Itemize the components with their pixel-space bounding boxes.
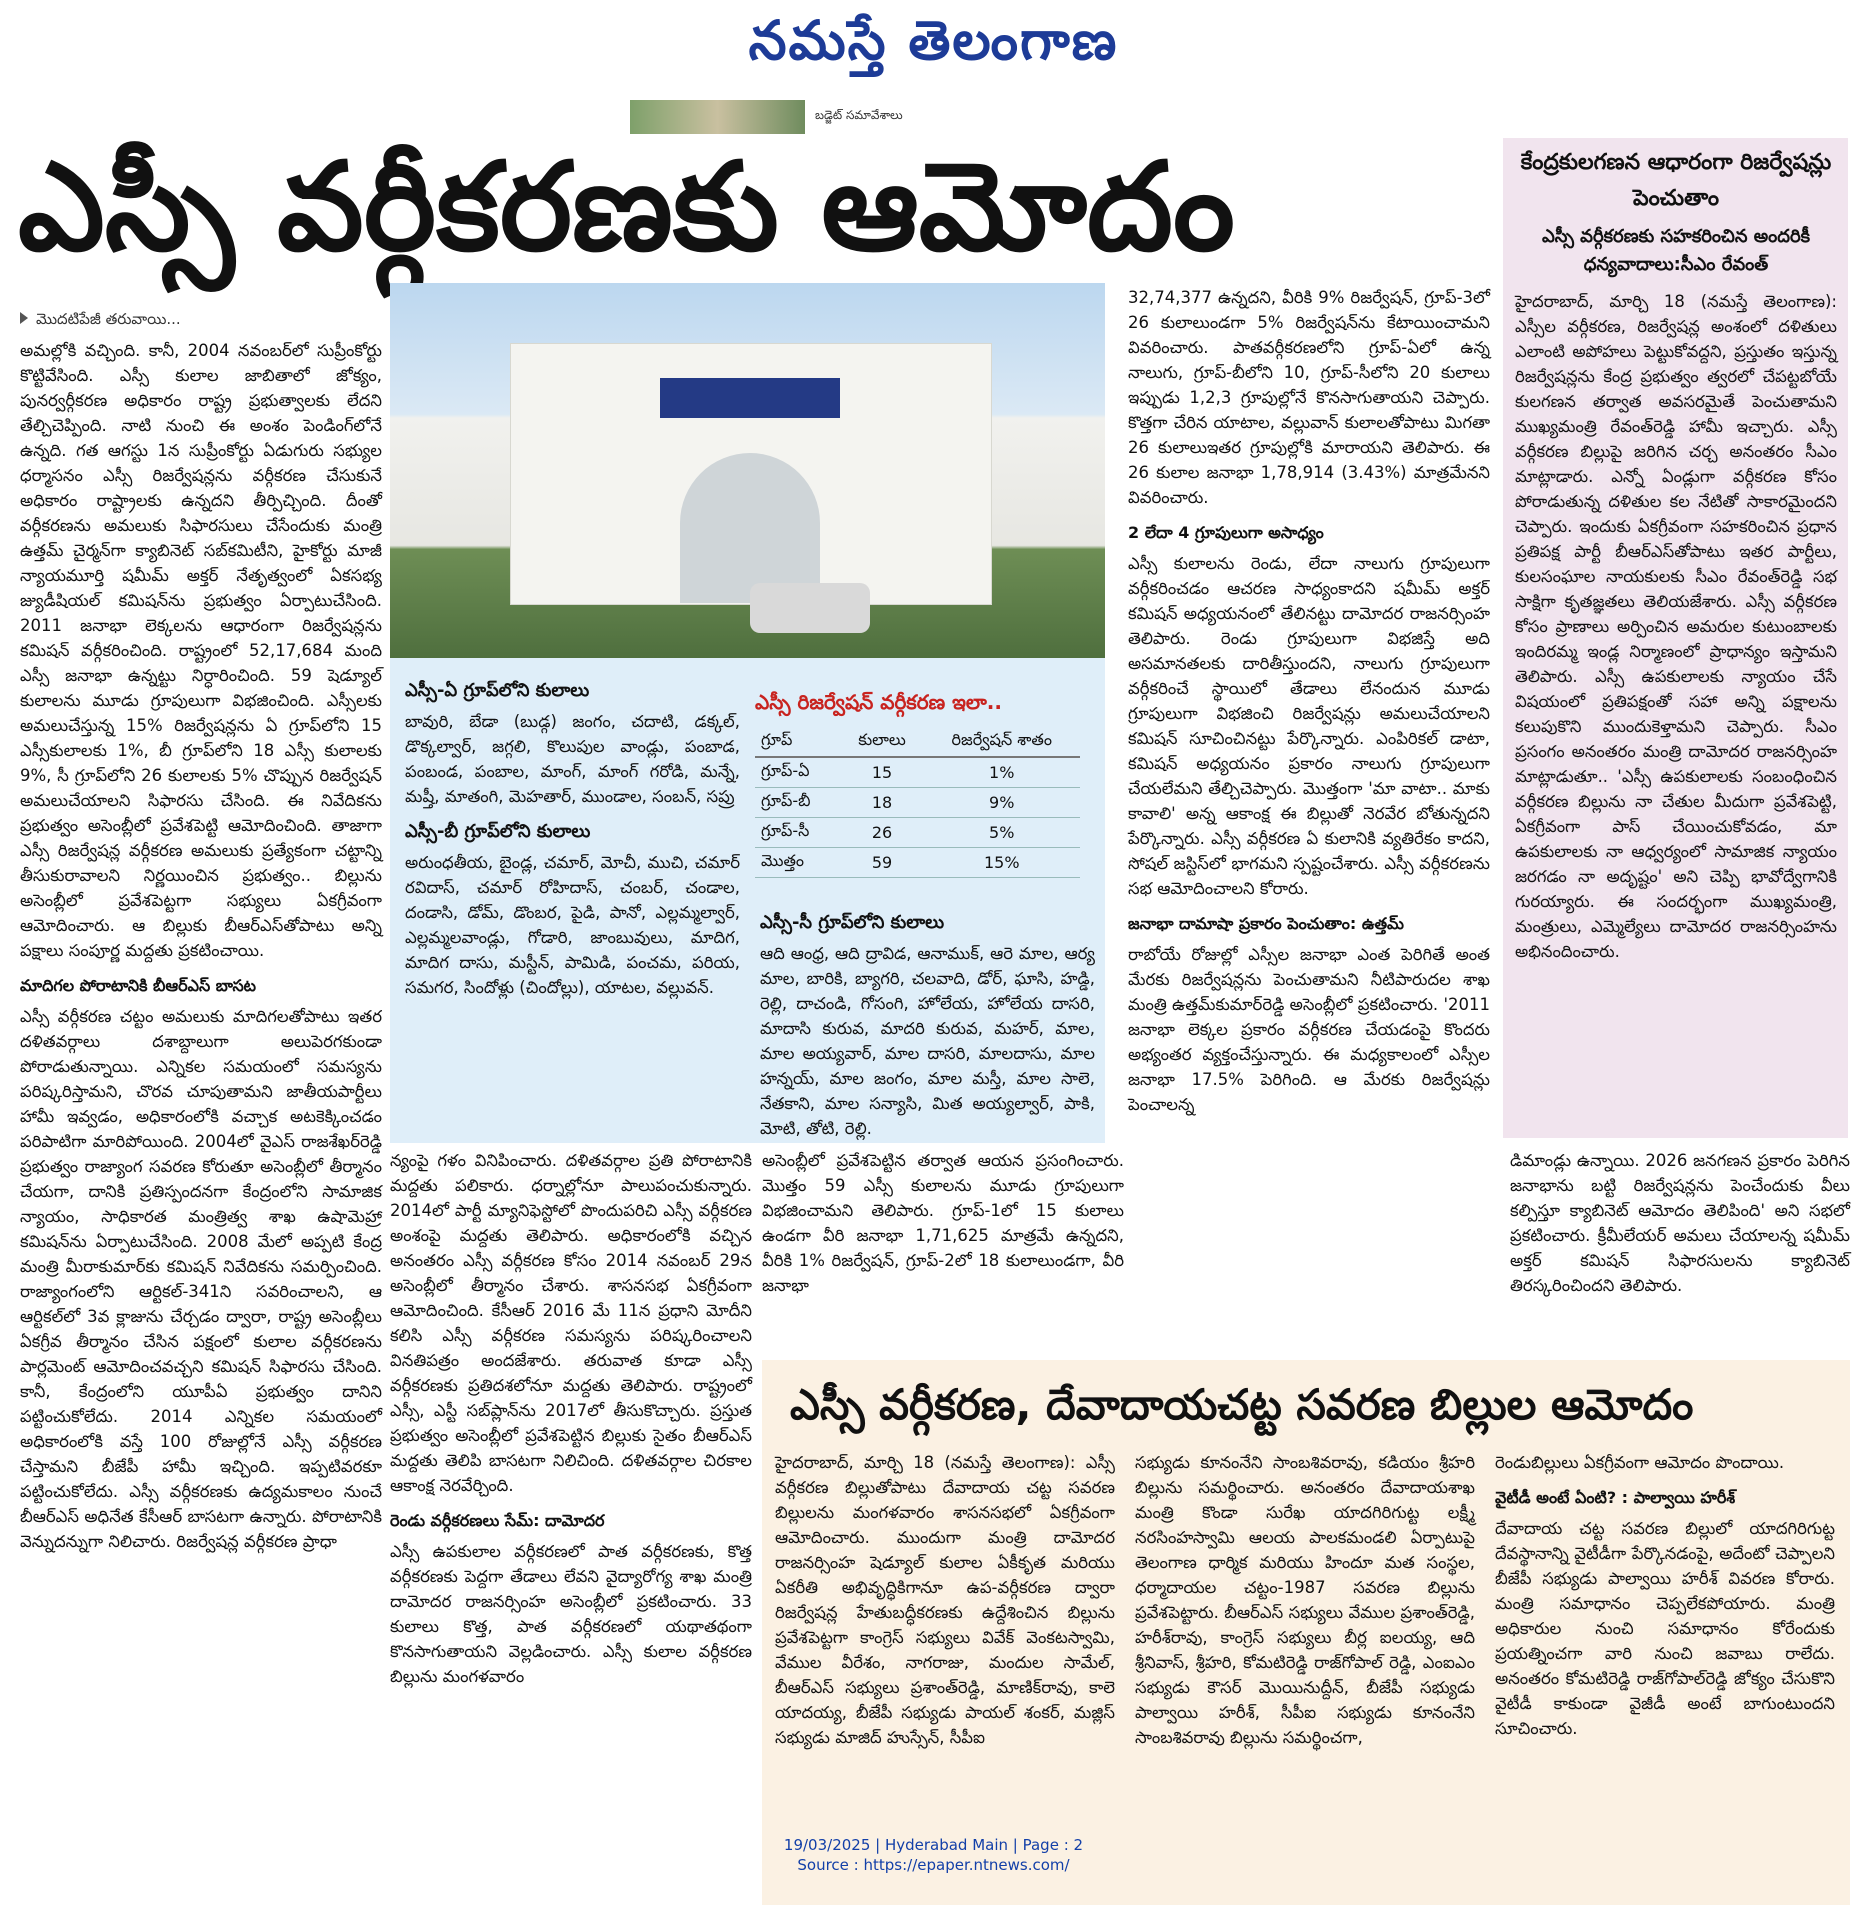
section-strip xyxy=(630,100,1070,134)
table-cell: 1% xyxy=(924,757,1081,788)
table-cell: గ్రూప్-సీ xyxy=(755,818,841,848)
table-cell: 5% xyxy=(924,818,1081,848)
paragraph: అమల్లోకి వచ్చింది. కానీ, 2004 నవంబర్‌లో సుప్రీంకోర్టు కొట్టివేసింది. ఎస్సీ కులాల జాబితాలో జోక్యం, పునర్వర్గీకరణ అధికారం రాష్ట్ర ప్రభుత్వాలకు లేదని తేల్చిచెప్పింది. నాటి నుంచి ఈ అంశం పెండింగ్‌లోనే ఉన్నది. గత ఆగస్టు 1న సుప్రీంకోర్టు ఏడుగురు సభ్యుల ధర్మాసనం ఎస్సీ రిజర్వేషన్లను వర్గీకరణ చేసుకునే అధికారం రాష్ట్రాలకు ఉన్నదని తీర్పిచ్చింది. దీంతో వర్గీకరణను అమలుకు సిఫారసులు చేసేందుకు మంత్రి ఉత్తమ్ చైర్మన్‌గా క్యాబినెట్ సబ్‌కమిటీని, హైకోర్టు మాజీ న్యాయమూర్తి షమీమ్ అక్తర్ నేతృత్వంలో ఏకసభ్య జ్యుడీషియల్ కమిషన్‌ను ప్రభుత్వం ఏర్పాటుచేసింది. 2011 జనాభా లెక్కలను ఆధారంగా రిజర్వేషన్లను కమిషన్ వర్గీకరించింది. రాష్ట్రంలో 52,17,684 మంది ఎస్సీ జనాభా ఉన్నట్టు నిర్ధారించింది. 59 షెడ్యూల్ కులాలను మూడు గ్రూపులుగా విభజించింది. ఎస్సీలకు అమలుచేస్తున్న 15% రిజర్వేషన్లను ఏ గ్రూప్‌లోని 15 ఎస్సీకులాలకు 1%, బీ గ్రూప్‌లోని 18 ఎస్సీ కులాలకు 9%, సీ గ్రూప్‌లోని 26 కులాలకు 5% చొప్పున రిజర్వేషన్ అమలుచేయాలని సిఫారసు చేసింది. ఈ నివేదికను ప్రభుత్వం అసెంబ్లీలో ప్రవేశపెట్టి ఆమోదించింది. తాజాగా ఎస్సీ రిజర్వేషన్ల వర్గీకరణ అమలుకు ప్రత్యేకంగా చట్టాన్ని తీసుకురావాలని నిర్ణయించిన ప్రభుత్వం.. బిల్లును అసెంబ్లీలో ప్రవేశపెట్టగా సభ్యులు ఏకగ్రీవంగా ఆమోదించారు. ఆ బిల్లుకు బీఆర్‌ఎస్‌తోపాటు అన్ని పక్షాలు సంపూర్ణ మద్దతు ప్రకటించాయి. xyxy=(20,341,382,960)
arrow-icon xyxy=(20,312,28,324)
group-a-text: బావురి, బేడా (బుడ్గ) జంగం, చదాటి, డక్కల్, డొక్కల్వార్, జగ్గలి, కొలుపుల వాండ్లు, పంబాడ, పంబండ, పంబాల, మాంగ్, మాంగ్ గరోడి, మన్నే, మష్తీ, మాతంగి, మెహతార్, ముండాల, సంబన్, సప్రు xyxy=(405,712,740,806)
group-c-text: ఆది ఆంధ్ర, ఆది ద్రావిడ, ఆనాముక్, ఆరె మాల, ఆర్య మాల, బారికి, బ్యాగరి, చలవాది, డోర్, ఘాసి, హడ్డి, రెల్లి, దాచండి, గోసంగి, హోలేయ, హోలేయ దాసరి, మాదాసి కురువ, మాదరి కురువ, మహర్, మాల, మాల అయ్యవార్, మాల దాసరి, మాలదాసు, మాల హన్నయ్, మాల జంగం, మాల మస్తీ, మాల సాలె, నేతకాని, మాల సన్యాసి, మిత అయ్యల్వార్, పాకి, మోటి, తోటి, రెల్లి. xyxy=(760,944,1095,1138)
table-cell: 15 xyxy=(841,757,924,788)
paragraph: రెండుబిల్లులు ఏకగ్రీవంగా ఆమోదం పొందాయి. xyxy=(1495,1453,1785,1472)
strip-caption: బడ్జెట్ సమావేశాలు xyxy=(815,108,903,122)
bottom-headline: ఎస్సీ వర్గీకరణ, దేవాదాయచట్ట సవరణ బిల్లుల ఆమోదం xyxy=(790,1380,1694,1429)
table-header: రిజర్వేషన్ శాతం xyxy=(924,727,1081,757)
article-column-4-lower xyxy=(1136,1148,1491,1348)
strip-photo xyxy=(630,100,805,134)
assembly-photo xyxy=(390,283,1105,658)
sidebar-headline: కేంద్రకులగణన ఆధారంగా రిజర్వేషన్లు పెంచుతాం xyxy=(1520,150,1832,211)
paragraph: దేవాదాయ చట్ట సవరణ బిల్లులో యాదగిరిగుట్ట దేవస్థానాన్ని వైటీడీగా పేర్కొనడంపై, అదేంటో చెప్పాలని బీజేపీ సభ్యుడు పాల్వాయి హరీశ్ వివరణ కోరారు. మంత్రి సమాధానం చెప్పలేకపోయారు. మంత్రి అధికారుల నుంచి సమాధానం కోరేందుకు ప్రయత్నించగా వారి నుంచి జవాబు రాలేదు. అనంతరం కోమటిరెడ్డి రాజ్‌గోపాల్‌రెడ్డి జోక్యం చేసుకొని వైటీడీ కాకుండా వైజీడీ అంటే బాగుంటుందని సూచించారు. xyxy=(1495,1519,1835,1738)
paragraph: డిమాండ్లు ఉన్నాయి. 2026 జనగణన ప్రకారం పెరిగిన జనాభాను బట్టి రిజర్వేషన్లను పెంచేందుకు వీలు కల్పిస్తూ క్యాబినెట్ ఆమోదం తెలిపింది' అని సభలో ప్రకటించారు. క్రీమీలేయర్ అమలు చేయాలన్న షమీమ్ అక్తర్ కమిషన్ సిఫారసులను క్యాబినెట్ తిరస్కరించిందని తెలిపారు. xyxy=(1510,1151,1850,1295)
bottom-column-2 xyxy=(1135,1450,1475,1900)
page-footer xyxy=(0,1835,1867,1875)
group-b-title: ఎస్సీ-బీ గ్రూప్‌లోని కులాలు xyxy=(405,821,591,842)
source-link[interactable]: Source : https://epaper.ntnews.com/ xyxy=(797,1856,1070,1874)
bottom-column-3 xyxy=(1495,1450,1835,1900)
article-column-2-lower xyxy=(390,1148,752,1838)
reservation-table-box xyxy=(755,690,1090,878)
table-row xyxy=(755,757,1080,788)
group-b-text: అరుంధతీయ, బైండ్ల, చమార్, మోచీ, ముచి, చమార్ రవిదాస్, చమార్ రోహిదాస్, చంబర్, చండాల, దండాసి, డోమ్, డొంబర, పైడి, పానో, ఎల్లమ్మల్వార్, ఎల్లమ్మలవాండ్లు, గోడారి, జాంబువులు, మాదిగ, మాదిగ దాసు, మస్టీన్, పామిడి, పంచమ, పరియ, సమగర, సిందోళ్లు (చిందోల్లు), యాటల, వల్లువన్. xyxy=(405,853,740,997)
assembly-sign xyxy=(660,378,840,418)
table-cell: 18 xyxy=(841,788,924,818)
paragraph: 32,74,377 ఉన్నదని, వీరికి 9% రిజర్వేషన్, గ్రూప్-3లో 26 కులాలుండగా 5% రిజర్వేషన్‌ను కేటాయించామని వివరించారు. పాతవర్గీకరణలోని గ్రూప్-ఏలో ఉన్న నాలుగు, గ్రూప్-బీలోని 10, గ్రూప్-సీలోని 20 కులాలు ఇప్పుడు 1,2,3 గ్రూపుల్లోనే కొనసాగుతాయని చెప్పారు. కొత్తగా చేరిన యాటాల, వల్లువాన్ కులాలతోపాటు మిగతా 26 కులాలుఇతర గ్రూపుల్లోకి మారాయని తెలిపారు. ఈ 26 కులాల జనాభా 1,78,914 (3.43%) మాత్రమేనని వివరించారు. xyxy=(1128,288,1490,507)
table-title: ఎస్సీ రిజర్వేషన్ వర్గీకరణ ఇలా.. xyxy=(755,690,1003,714)
table-cell: 59 xyxy=(841,848,924,878)
sidebar-continuation xyxy=(1510,1148,1850,1348)
table-cell: గ్రూప్-బీ xyxy=(755,788,841,818)
subheading: వైటీడీ అంటే ఏంటి? : పాల్వాయి హరీశ్ xyxy=(1495,1488,1736,1507)
paragraph: ఎస్సీ కులాలను రెండు, లేదా నాలుగు గ్రూపులుగా వర్గీకరించడం ఆచరణ సాధ్యంకాదని షమీమ్ అక్తర్ కమిషన్ అధ్యయనంలో తేలినట్టు దామోదర రాజనర్సింహ తెలిపారు. రెండు గ్రూపులుగా విభజిస్తే అది అసమానతలకు దారితీస్తుందని, నాలుగు గ్రూపులుగా వర్గీకరించే స్థాయిలో తేడాలు లేనందున మూడు గ్రూపులుగా విభజించి రిజర్వేషన్లు అమలుచేయాలని కమిషన్ సూచించినట్టు పేర్కొన్నారు. ఎంపిరికల్ డాటా, కమిషన్ అధ్యయనం ప్రకారం నాలుగు గ్రూపులుగా చేయలేమని తేల్చిచెప్పారు. మొత్తంగా 'మా వాటా.. మాకు కావాలి' అన్న ఆకాంక్ష ఈ బిల్లుతో నెరవేర బోతున్నదని పేర్కొన్నారు. ఎస్సీ వర్గీకరణ ఏ కులానికి వ్యతిరేకం కాదని, సోషల్ జస్టిస్‌లో భాగమని స్పష్టంచేశారు. ఎస్సీ వర్గీకరణను సభ ఆమోదించాలని కోరారు. xyxy=(1128,554,1490,898)
table-header: కులాలు xyxy=(841,727,924,757)
table-header: గ్రూప్ xyxy=(755,727,841,757)
paragraph: హైదరాబాద్, మార్చి 18 (నమస్తే తెలంగాణ): ఎస్సీల వర్గీకరణ, రిజర్వేషన్ల అంశంలో దళితులు ఎలాంటి అపోహలు పెట్టుకోవద్దని, ప్రస్తుతం ఇస్తున్న రిజర్వేషన్లను కేంద్ర ప్రభుత్వం త్వరలో చేపట్టబోయే కులగణన తర్వాత అవసరమైతే పెంచుతామని ముఖ్యమంత్రి రేవంత్‌రెడ్డి హామీ ఇచ్చారు. ఎస్సీ వర్గీకరణ బిల్లుపై జరిగిన చర్చ అనంతరం సీఎం మాట్లాడారు. ఎన్నో ఏండ్లుగా వర్గీకరణ కోసం పోరాడుతున్న దళితుల కల నేటితో సాకారమైందని చెప్పారు. ఇందుకు ఏకగ్రీవంగా సహకరించిన ప్రధాన ప్రతిపక్ష పార్టీ బీఆర్‌ఎస్‌తోపాటు ఇతర పార్టీలు, కులసంఘాల నాయకులకు సీఎం రేవంత్‌రెడ్డి సభ సాక్షిగా కృతజ్ఞతలు తెలియజేశారు. ఎస్సీ వర్గీకరణ కోసం ప్రాణాలు అర్పించిన అమరుల కుటుంబాలకు ఇందిరమ్మ ఇండ్ల నిర్మాణంలో ప్రాధాన్యం ఇస్తామని తెలిపారు. ఎస్సీ ఉపకులాలకు న్యాయం చేసే విషయంలో ప్రతిపక్షంతో సహా అన్ని పక్షాలను కలుపుకొని ముందుకెళ్తామని చెప్పారు. సీఎం ప్రసంగం అనంతరం మంత్రి దామోదర రాజనర్సింహ మాట్లాడుతూ.. 'ఎస్సీ ఉపకులాలకు సంబంధించిన వర్గీకరణ బిల్లును నా చేతుల మీదుగా ప్రవేశపెట్టి, ఏకగ్రీవంగా పాస్ చేయించుకోవడం, మా ఉపకులాలకు నా ఆధ్వర్యంలో సామాజిక న్యాయం జరగడం నా అదృష్టం' అని చెప్పి భావోద్వేగానికి గురయ్యారు. ఈ సందర్భంగా ముఖ్యమంత్రి, మంత్రులు, ఎమ్మెల్యేలు దామోదర రాజనర్సింహను అభినందించారు. xyxy=(1515,292,1837,961)
table-cell: గ్రూప్-ఏ xyxy=(755,757,841,788)
paragraph: రాబోయే రోజుల్లో ఎస్సీల జనాభా ఎంత పెరిగితే అంత మేరకు రిజర్వేషన్లను పెంచుతామని నీటిపారుదల శాఖ మంత్రి ఉత్తమ్‌కుమార్‌రెడ్డి అసెంబ్లీలో ప్రకటించారు. '2011 జనాభా లెక్కల ప్రకారం వర్గీకరణ చేయడంపై కొందరు అభ్యంతర వ్యక్తంచేస్తున్నారు. ఈ మధ్యకాలంలో ఎస్సీల జనాభా 17.5% పెరిగింది. ఆ మేరకు రిజర్వేషన్లు పెంచాలన్న xyxy=(1128,945,1490,1114)
article-column-1 xyxy=(20,338,382,1551)
bottom-column-1 xyxy=(775,1450,1115,1900)
group-a-title: ఎస్సీ-ఏ గ్రూప్‌లోని కులాలు xyxy=(405,680,590,701)
paragraph: సభ్యుడు కూనంనేని సాంబశివరావు, కడియం శ్రీహరి బిల్లును సమర్థించారు. అనంతరం దేవాదాయశాఖ మంత్రి కొండా సురేఖ యాదగిరిగుట్ట లక్ష్మీ నరసింహస్వామి ఆలయ పాలకమండలి ఏర్పాటుపై తెలంగాణ ధార్మిక మరియు హిందూ మత సంస్థల, ధర్మాదాయల చట్టం-1987 సవరణ బిల్లును ప్రవేశపెట్టారు. బీఆర్‌ఎస్ సభ్యులు వేముల ప్రశాంత్‌రెడ్డి, హరీశ్‌రావు, కాంగ్రెస్ సభ్యులు బీర్ల ఐలయ్య, ఆది శ్రీనివాస్, శ్రీహరి, కోమటిరెడ్డి రాజ్‌గోపాల్ రెడ్డి, ఎంఐఎం సభ్యుడు కౌసర్ మొయినుద్దీన్, బీజేపీ సభ్యుడు పాల్వాయి హరీశ్, సీపీఐ సభ్యుడు కూనంనేని సాంబశివరావు బిల్లును సమర్థించగా, xyxy=(1135,1453,1475,1747)
table-row xyxy=(755,818,1080,848)
masthead-logo: నమస్తే తెలంగాణ xyxy=(748,8,1119,72)
sidebar-body xyxy=(1515,289,1837,964)
table-cell: 15% xyxy=(924,848,1081,878)
group-c xyxy=(760,900,1095,1140)
paragraph: ఎస్సీ వర్గీకరణ చట్టం అమలుకు మాదిగలతోపాటు ఇతర దళితవర్గాలు దశాబ్దాలుగా అలుపెరగకుండా పోరాడుతున్నాయి. ఎన్నికల సమయంలో సమస్యను పరిష్కరిస్తామని, చొరవ చూపుతామని జాతీయపార్టీలు హామీ ఇవ్వడం, అధికారంలోకి వచ్చాక అటకెక్కించడం పరిపాటిగా మారిపోయింది. 2004లో వైఎస్ రాజశేఖర్‌రెడ్డి ప్రభుత్వం రాజ్యాంగ సవరణ కోరుతూ అసెంబ్లీలో తీర్మానం చేయగా, దానికి ప్రతిస్పందనగా కేంద్రంలోని సామాజిక న్యాయం, సాధికారత మంత్రిత్వ శాఖ ఉషామెహ్రా కమిషన్‌ను ఏర్పాటుచేసింది. 2008 మేలో అప్పటి కేంద్ర మంత్రి మీరాకుమార్‌కు కమిషన్ నివేదికను సమర్పించింది. రాజ్యాంగంలోని ఆర్టికల్-341ని సవరించాలని, ఆ ఆర్టికల్‌లో 3వ క్లాజును చేర్చడం ద్వారా, రాష్ట్ర అసెంబ్లీలు ఏకగ్రీవ తీర్మానం చేసిన పక్షంలో కులాల వర్గీకరణను పార్లమెంట్ ఆమోదించవచ్చని కమిషన్ సిఫారసు చేసింది. కానీ, కేంద్రంలోని యూపీఏ ప్రభుత్వం దానిని పట్టించుకోలేదు. 2014 ఎన్నికల సమయంలో అధికారంలోకి వస్తే 100 రోజుల్లోనే ఎస్సీ వర్గీకరణ చేస్తామని బీజేపీ హామీ ఇచ్చింది. ఇప్పటివరకూ పట్టించుకోలేదు. ఎస్సీ వర్గీకరణకు ఉద్యమకాలం నుంచే బీఆర్‌ఎస్ అధినేత కేసీఆర్ బాసటగా ఉన్నారు. పోరాటానికి వెన్నుదన్నుగా నిలిచారు. రిజర్వేషన్ల వర్గీకరణ ప్రాధా xyxy=(20,1007,382,1551)
paragraph: అసెంబ్లీలో ప్రవేశపెట్టిన తర్వాత ఆయన ప్రసంగించారు. మొత్తం 59 ఎస్సీ కులాలను మూడు గ్రూపులుగా విభజించామని తెలిపారు. గ్రూప్-1లో 15 కులాలు ఉండగా వీరి జనాభా 1,71,625 మాత్రమే ఉన్నదని, వీరికి 1% రిజర్వేషన్, గ్రూప్-2లో 18 కులాలుండగా, వీరి జనాభా xyxy=(762,1151,1124,1295)
reservation-table xyxy=(755,727,1080,878)
arch-shape xyxy=(680,453,820,603)
groups-a-b xyxy=(405,668,740,1138)
continued-label xyxy=(20,310,380,332)
table-cell: 26 xyxy=(841,818,924,848)
subheading: మాదిగల పోరాటానికి బీఆర్‌ఎస్ బాసట xyxy=(20,976,257,995)
article-column-3 xyxy=(1128,285,1490,1140)
table-cell: 9% xyxy=(924,788,1081,818)
continued-text: మొదటిపేజీ తరువాయి... xyxy=(36,310,181,328)
car-shape xyxy=(750,583,870,633)
paragraph: ఎస్సీ ఉపకులాల వర్గీకరణలో పాత వర్గీకరణకు, కొత్త వర్గీకరణకు పెద్దగా తేడాలు లేవని వైద్యారోగ్య శాఖ మంత్రి దామోదర రాజనర్సింహ అసెంబ్లీలో ప్రకటించారు. 33 కులాలు కొత్త, పాత వర్గీకరణలో యథాతథంగా కొనసాగుతాయని వెల్లడించారు. ఎస్సీ కులాల వర్గీకరణ బిల్లును మంగళవారం xyxy=(390,1542,752,1686)
main-headline: ఎస్సీ వర్గీకరణకు ఆమోదం xyxy=(18,136,1235,278)
subheading: రెండు వర్గీకరణలు సేమ్: దామోదర xyxy=(390,1511,605,1530)
sidebar-article xyxy=(1515,145,1837,1130)
subheading: 2 లేదా 4 గ్రూపులుగా అసాధ్యం xyxy=(1128,523,1324,542)
table-row xyxy=(755,848,1080,878)
article-column-3-lower xyxy=(762,1148,1124,1348)
table-row xyxy=(755,788,1080,818)
group-c-title: ఎస్సీ-సీ గ్రూప్‌లోని కులాలు xyxy=(760,912,945,933)
paragraph: హైదరాబాద్, మార్చి 18 (నమస్తే తెలంగాణ): ఎస్సీ వర్గీకరణ బిల్లుతోపాటు దేవాదాయ చట్ట సవరణ బిల్లులను మంగళవారం శాసనసభలో ఏకగ్రీవంగా ఆమోదించారు. ముందుగా మంత్రి దామోదర రాజనర్సింహ షెడ్యూల్ కులాల ఏకీకృత మరియు ఏకరీతి అభివృద్ధికిగానూ ఉప-వర్గీకరణ ద్వారా రిజర్వేషన్ల హేతుబద్ధీకరణకు ఉద్దేశించిన బిల్లును ప్రవేశపెట్టగా కాంగ్రెస్ సభ్యులు వివేక్ వెంకటస్వామి, వేముల వీరేశం, నాగరాజు, మందుల సామేల్, బీఆర్‌ఎస్ సభ్యులు ప్రశాంత్‌రెడ్డి, మాణిక్‌రావు, కాలె యాదయ్య, బీజేపీ సభ్యుడు పాయల్ శంకర్, మజ్లిస్ సభ్యుడు మాజిద్ హుస్సేన్, సీపీఐ xyxy=(775,1453,1115,1747)
paragraph: న్యంపై గళం వినిపించారు. దళితవర్గాల ప్రతి పోరాటానికి మద్దతు పలికారు. ధర్నాల్లోనూ పాలుపంచుకున్నారు. 2014లో పార్టీ మ్యానిఫెస్టోలో పొందుపరిచి ఎస్సీ వర్గీకరణ అంశంపై మద్దతు తెలిపారు. అధికారంలోకి వచ్చిన అనంతరం ఎస్సీ వర్గీకరణ కోసం 2014 నవంబర్ 29న అసెంబ్లీలో తీర్మానం చేశారు. శాసనసభ ఏకగ్రీవంగా ఆమోదించింది. కేసీఆర్ 2016 మే 11న ప్రధాని మోదీని కలిసి ఎస్సీ వర్గీకరణ సమస్యను పరిష్కరించాలని వినతిపత్రం అందజేశారు. తరువాత కూడా ఎస్సీ వర్గీకరణకు ప్రతిదశలోనూ మద్దతు తెలిపారు. రాష్ట్రంలో ఎస్సీ, ఎస్టీ సబ్‌ప్లాన్‌ను 2017లో తీసుకొచ్చారు. ప్రస్తుత ప్రభుత్వం అసెంబ్లీలో ప్రవేశపెట్టిన బిల్లుకు సైతం బీఆర్‌ఎస్ మద్దతు తెలిపి బాసటగా నిలిచింది. దళితవర్గాల చిరకాల ఆకాంక్ష నెరవేర్చింది. xyxy=(390,1151,752,1495)
table-cell: మొత్తం xyxy=(755,848,841,878)
sidebar-subheadline: ఎస్సీ వర్గీకరణకు సహకరించిన అందరికీ ధన్యవాదాలు:సీఎం రేవంత్ xyxy=(1541,226,1811,275)
subheading: జనాభా దామాషా ప్రకారం పెంచుతాం: ఉత్తమ్ xyxy=(1128,914,1404,933)
edition-info: 19/03/2025 | Hyderabad Main | Page : 2 xyxy=(783,1836,1084,1854)
